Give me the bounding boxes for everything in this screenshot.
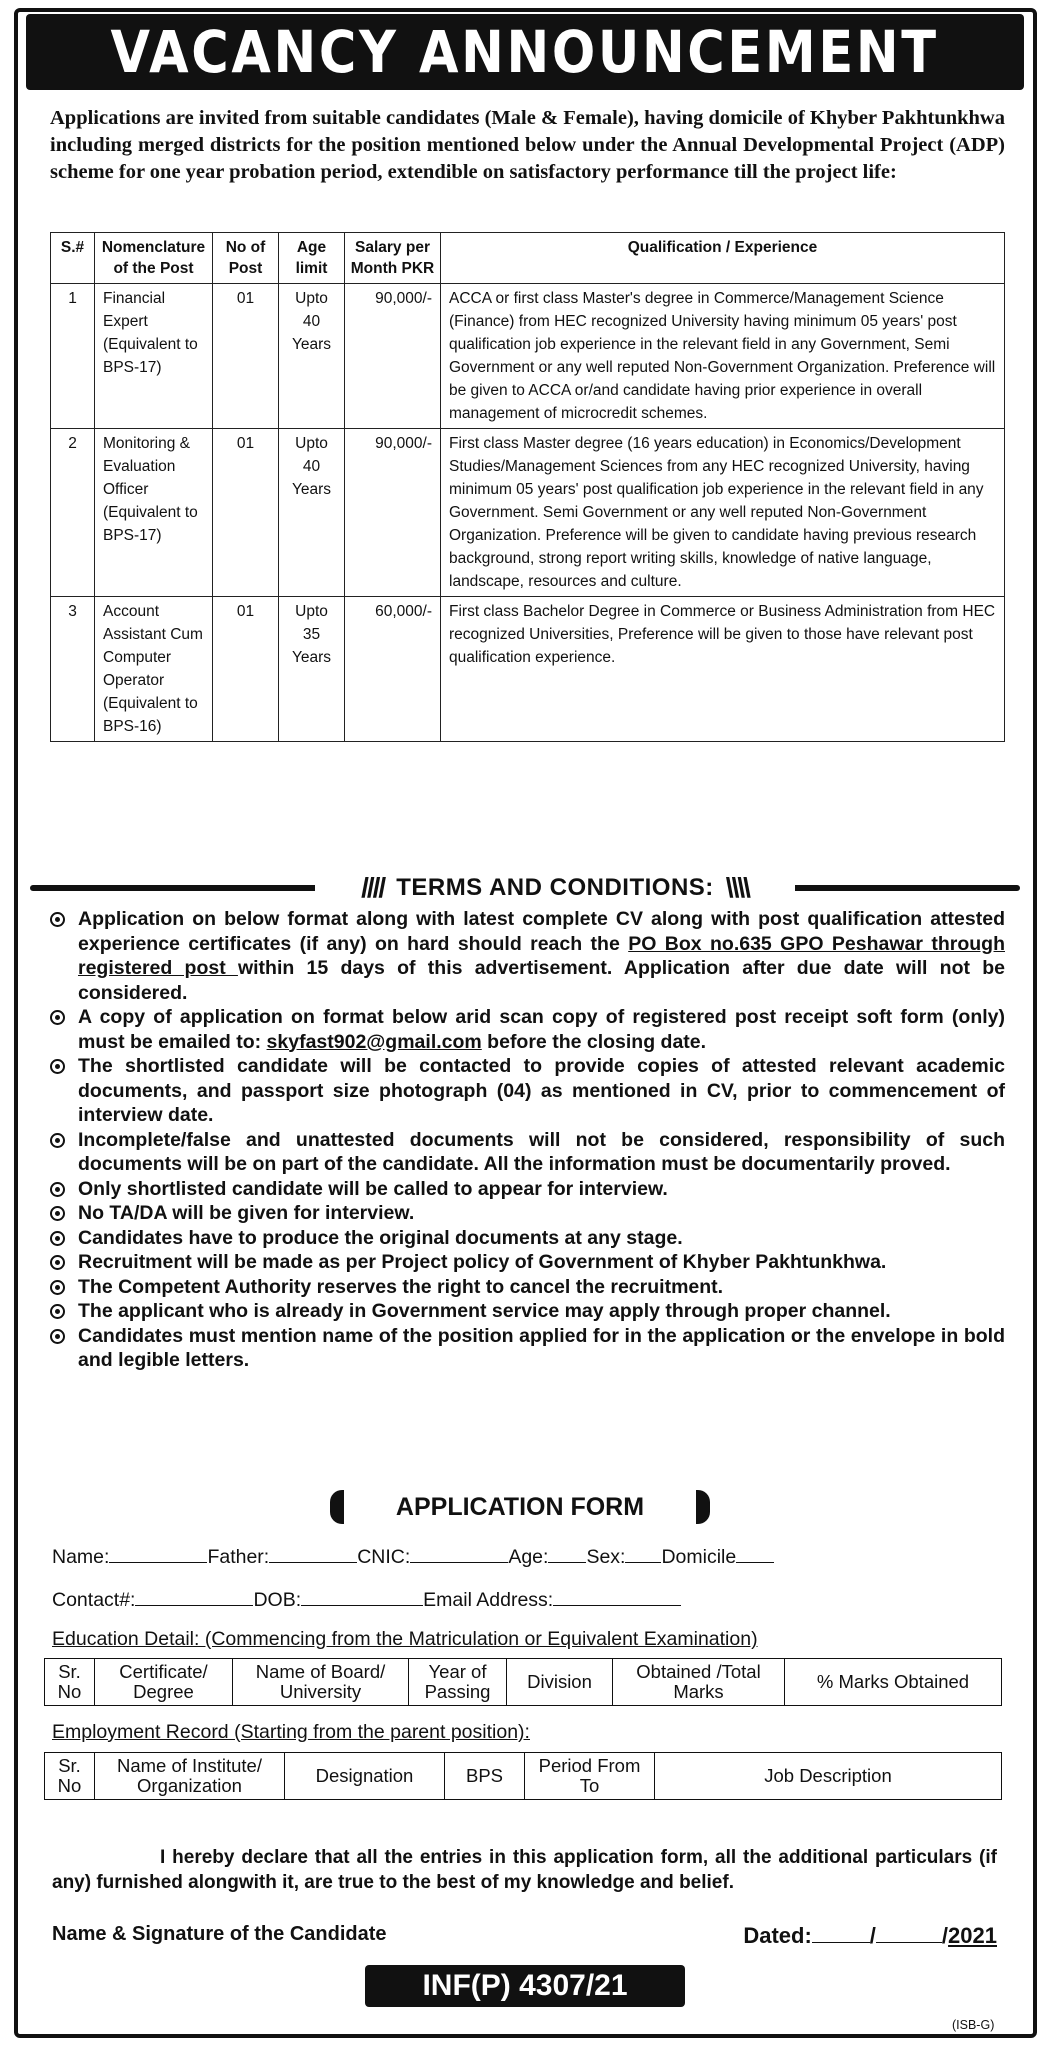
bullet-icon bbox=[50, 1206, 65, 1221]
email-field[interactable] bbox=[553, 1588, 681, 1606]
emp-col-job-description: Job Description bbox=[655, 1753, 1002, 1800]
cell-sno: 2 bbox=[51, 429, 95, 597]
list-item: Candidates have to produce the original documents at any stage. bbox=[48, 1226, 1005, 1251]
bullet-icon bbox=[50, 1280, 65, 1295]
cell-salary: 90,000/- bbox=[345, 284, 441, 429]
date-year: 2021 bbox=[948, 1923, 997, 1948]
emp-col-designation: Designation bbox=[285, 1753, 445, 1800]
bullet-icon bbox=[50, 912, 65, 927]
divider-line-left bbox=[30, 885, 330, 891]
isb-code: (ISB-G) bbox=[952, 2018, 995, 2032]
cell-sno: 1 bbox=[51, 284, 95, 429]
edu-col-division: Division bbox=[507, 1659, 613, 1706]
bullet-icon bbox=[50, 1231, 65, 1246]
cell-qualification: ACCA or first class Master's degree in Commerce/Management Science (Finance) from HEC recognized University having minimum 05 years' post qualification job experience in the relevant field in any Government, Semi Government or any well reputed Non-Government Organization. Preference will be given to ACCA or/and candidate having prior experience in overall management of microcredit schemes. bbox=[441, 284, 1005, 429]
application-form-heading bbox=[330, 1488, 710, 1526]
cell-sno: 3 bbox=[51, 597, 95, 742]
cell-salary: 60,000/- bbox=[345, 597, 441, 742]
edu-col-srno: Sr. No bbox=[45, 1659, 95, 1706]
cell-count: 01 bbox=[213, 429, 279, 597]
terms-heading-text: TERMS AND CONDITIONS: bbox=[396, 874, 714, 901]
edu-col-year: Year of Passing bbox=[409, 1659, 507, 1706]
contact-field[interactable] bbox=[135, 1588, 253, 1606]
emp-col-period: Period From To bbox=[525, 1753, 655, 1800]
employment-table bbox=[44, 1752, 1002, 1800]
list-item: Candidates must mention name of the position applied for in the application or the envelope in bold and legible letters. bbox=[48, 1324, 1005, 1373]
table-row bbox=[51, 284, 1005, 429]
cnic-field[interactable] bbox=[410, 1545, 508, 1563]
list-item: The Competent Authority reserves the right to cancel the recruitment. bbox=[48, 1275, 1005, 1300]
cell-age: Upto 35 Years bbox=[279, 597, 345, 742]
cell-post: Financial Expert (Equivalent to BPS-17) bbox=[95, 284, 213, 429]
list-item: Recruitment will be made as per Project policy of Government of Khyber Pakhtunkhwa. bbox=[48, 1250, 1005, 1275]
cell-post: Account Assistant Cum Computer Operator (Equivalent to BPS-16) bbox=[95, 597, 213, 742]
slashes-right-icon: \\\\ bbox=[725, 872, 749, 903]
declaration-text: I hereby declare that all the entries in this application form, all the additional particulars (if any) furnished alongwith it, are true to the best of my knowledge and belief. bbox=[52, 1847, 997, 1893]
bullet-icon bbox=[50, 1304, 65, 1319]
name-field[interactable] bbox=[109, 1545, 207, 1563]
email-link[interactable]: skyfast902@gmail.com bbox=[266, 1030, 482, 1053]
col-qualification: Qualification / Experience bbox=[441, 233, 1005, 284]
col-age: Age limit bbox=[279, 233, 345, 284]
terms-divider bbox=[30, 872, 1020, 903]
footer-code: INF(P) 4307/21 bbox=[422, 1969, 628, 2002]
emp-col-bps: BPS bbox=[445, 1753, 525, 1800]
bullet-icon bbox=[50, 1059, 65, 1074]
posts-table bbox=[50, 232, 1005, 742]
terms-list bbox=[48, 907, 1005, 1373]
cell-count: 01 bbox=[213, 597, 279, 742]
cell-age: Upto 40 Years bbox=[279, 429, 345, 597]
age-field[interactable] bbox=[548, 1545, 586, 1563]
education-heading: Education Detail: (Commencing from the Matriculation or Equivalent Examination) bbox=[52, 1628, 758, 1650]
list-item: The applicant who is already in Government service may apply through proper channel. bbox=[48, 1299, 1005, 1324]
edu-col-board: Name of Board/ University bbox=[233, 1659, 409, 1706]
terms-heading bbox=[315, 871, 795, 905]
education-table bbox=[44, 1658, 1002, 1706]
father-field[interactable] bbox=[269, 1545, 357, 1563]
slashes-left-icon: //// bbox=[361, 872, 385, 903]
cell-qualification: First class Bachelor Degree in Commerce or Business Administration from HEC recognized Universities, Preference will be given to those have relevant post qualification experience. bbox=[441, 597, 1005, 742]
table-row bbox=[51, 597, 1005, 742]
bullet-icon bbox=[50, 1182, 65, 1197]
divider-line-right bbox=[780, 885, 1020, 891]
red-stamp-mark: ​ bbox=[323, 498, 329, 520]
emp-col-institute: Name of Institute/ Organization bbox=[95, 1753, 285, 1800]
table-row bbox=[51, 429, 1005, 597]
list-item: Application on below format along with latest complete CV along with post qualification attested experience certificates (if any) on hard should reach the PO Box no.635 GPO Peshawar through registered post within 15 days of this advertisement. Application after due date will not be considered. bbox=[48, 907, 1005, 1005]
cell-qualification: First class Master degree (16 years education) in Economics/Development Studies/Management Sciences from any HEC recognized University, having minimum 05 years' post qualification job experience in the relevant field in any Government. Semi Government or any well reputed Non-Government Organization. Preference will be given to candidate having previous research background, strong report writing skills, knowledge of native language, landscape, resources and culture. bbox=[441, 429, 1005, 597]
form-row-contact: Contact#: DOB: Email Address: bbox=[52, 1588, 681, 1612]
cell-post: Monitoring & Evaluation Officer (Equivalent to BPS-17) bbox=[95, 429, 213, 597]
application-form-title: APPLICATION FORM bbox=[395, 1492, 645, 1521]
domicile-field[interactable] bbox=[736, 1545, 774, 1563]
bullet-icon bbox=[50, 1329, 65, 1344]
cell-count: 01 bbox=[213, 284, 279, 429]
bullet-icon bbox=[50, 1133, 65, 1148]
emp-col-srno: Sr. No bbox=[45, 1753, 95, 1800]
cell-age: Upto 40 Years bbox=[279, 284, 345, 429]
date-day-field[interactable] bbox=[812, 1925, 870, 1943]
cell-salary: 90,000/- bbox=[345, 429, 441, 597]
title-banner bbox=[26, 14, 1024, 90]
bullet-icon bbox=[50, 1010, 65, 1025]
list-item: Incomplete/false and unattested documents will not be considered, responsibility of such documents will be on part of the candidate. All the information must be documentarily proved. bbox=[48, 1128, 1005, 1177]
dated-field: Dated: / /2021 bbox=[743, 1923, 997, 1948]
bullet-icon bbox=[50, 1255, 65, 1270]
page-title: VACANCY ANNOUNCEMENT bbox=[110, 18, 940, 86]
posts-header-row bbox=[51, 233, 1005, 284]
list-item: The shortlisted candidate will be contacted to provide copies of attested relevant academic documents, and passport size photograph (04) as mentioned in CV, prior to commencement of interview date. bbox=[48, 1054, 1005, 1128]
signature-row bbox=[52, 1923, 997, 1949]
form-row-personal: Name: Father: CNIC: Age: Sex: Domicile bbox=[52, 1545, 774, 1569]
signature-label: Name & Signature of the Candidate bbox=[52, 1923, 387, 1945]
list-item: No TA/DA will be given for interview. bbox=[48, 1201, 1005, 1226]
list-item: A copy of application on format below arid scan copy of registered post receipt soft form (only) must be emailed to: skyfast902@gmail.com before the closing date. bbox=[48, 1005, 1005, 1054]
edu-col-marks: Obtained /Total Marks bbox=[613, 1659, 785, 1706]
employment-heading: Employment Record (Starting from the parent position): bbox=[52, 1721, 530, 1743]
col-post: Nomenclature of the Post bbox=[95, 233, 213, 284]
col-salary: Salary per Month PKR bbox=[345, 233, 441, 284]
education-header-row bbox=[45, 1659, 1002, 1706]
intro-paragraph: Applications are invited from suitable candidates (Male & Female), having domicile of Khyber Pakhtunkhwa including merged districts for the position mentioned below under the Annual Developmental Project (ADP) scheme for one year probation period, extendible on satisfactory performance till the project life: bbox=[50, 107, 1005, 183]
date-month-field[interactable] bbox=[876, 1925, 942, 1943]
edu-col-percent: % Marks Obtained bbox=[785, 1659, 1002, 1706]
col-count: No of Post bbox=[213, 233, 279, 284]
edu-col-certificate: Certificate/ Degree bbox=[95, 1659, 233, 1706]
dob-field[interactable] bbox=[301, 1588, 423, 1606]
employment-header-row bbox=[45, 1753, 1002, 1800]
sex-field[interactable] bbox=[625, 1545, 661, 1563]
col-sno: S.# bbox=[51, 233, 95, 284]
list-item: Only shortlisted candidate will be called to appear for interview. bbox=[48, 1177, 1005, 1202]
footer-code-banner bbox=[365, 1965, 685, 2007]
